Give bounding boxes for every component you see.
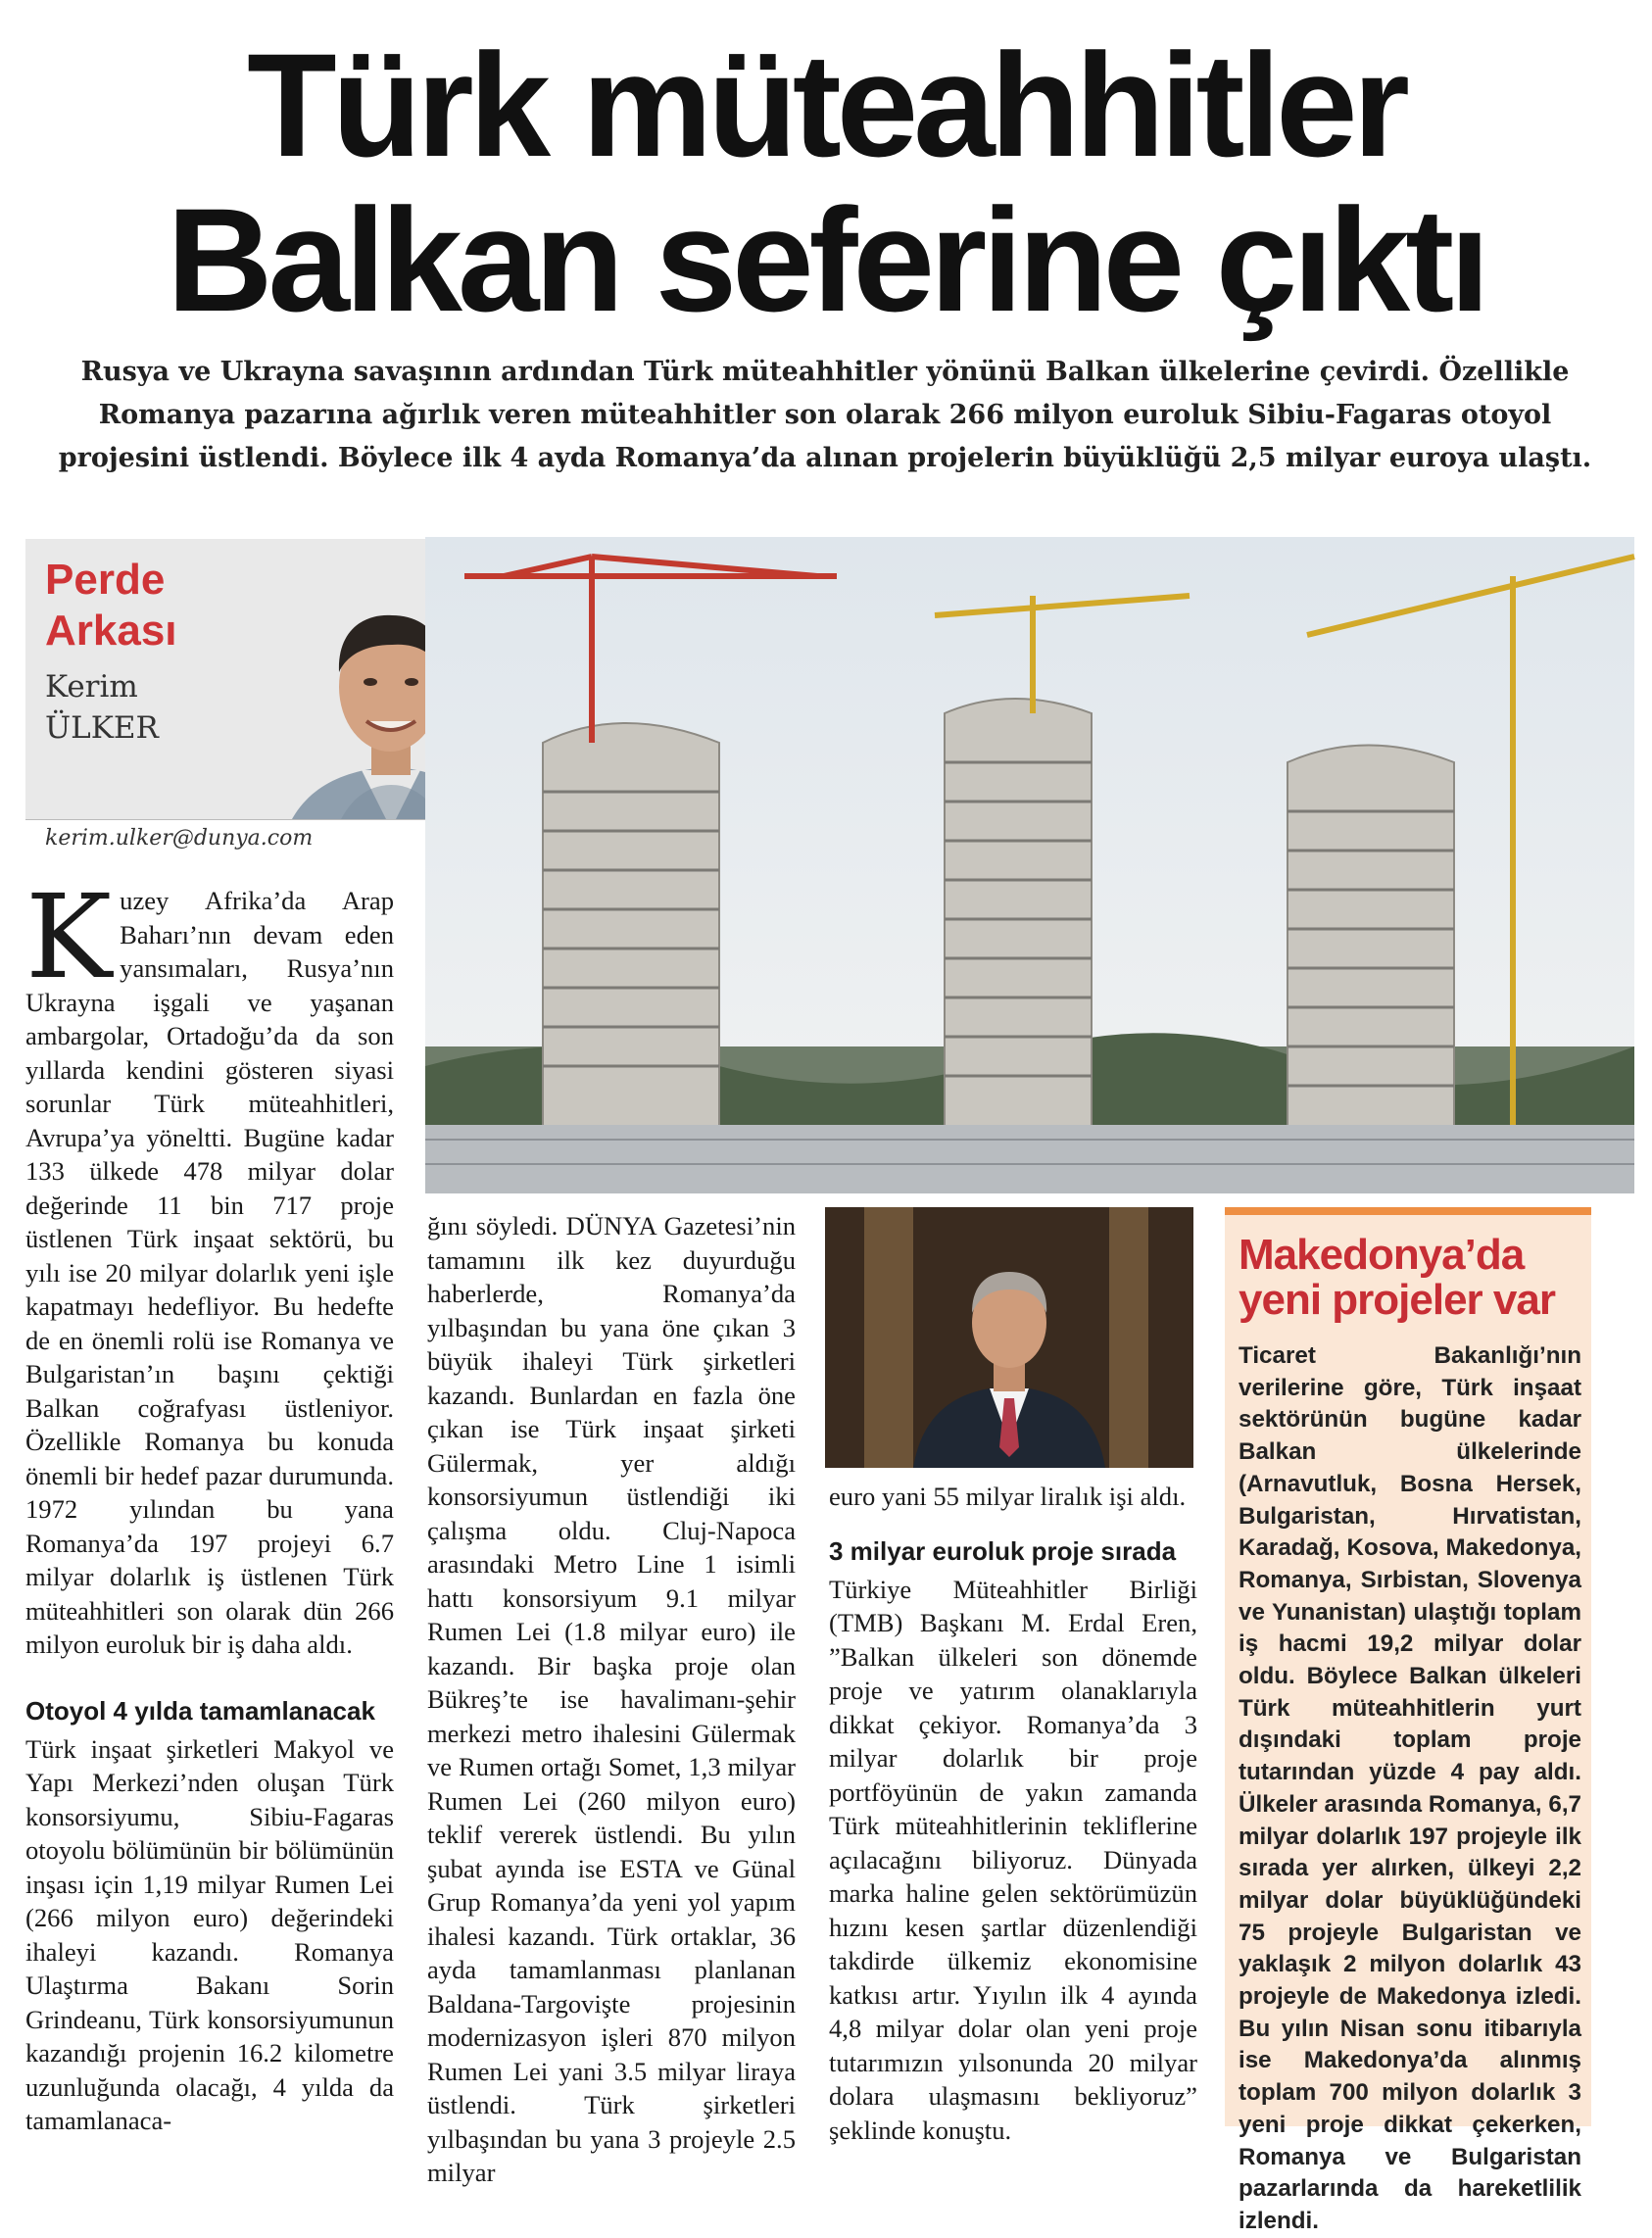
subheading-3-milyar: 3 milyar euroluk proje sırada <box>829 1535 1177 1566</box>
author-name <box>45 666 159 749</box>
sidebar-title: Makedonya’da yeni projeler var <box>1239 1231 1555 1324</box>
sidebar-text: Ticaret Bakanlığı’nın verilerine göre, Türk inşaat sektörünün bugüne kadar Balkan ülkelerinde (Arnavutluk, Bosna Hersek, Bulgaristan, Hırvatistan, Karadağ, Kosova, Makedonya, Romanya, Sırbistan, Slovenya ve Yunanistan) ulaştığı toplam iş hacmi 19,2 milyar dolar oldu. Böylece Balkan ülkeleri Türk müteahhitlerin yurt dışındaki toplam proje tutarından yüzde 4 pay aldı. Ülkeler arasında Romanya, 6,7 milyar dolarlık 197 projeyle ilk sırada yer alırken, ülkeyi 2,2 milyar dolar büyüklüğündeki 75 projeyle Bulgaristan ve yaklaşık 2 milyon dolarlık 43 projeyle de Makedonya izledi. Bu yılın Nisan sonu itibarıyla ise Makedonya’da alınmış toplam 700 milyon dolarlık 3 yeni proje dikkat çekerken, Romanya ve Bulgaristan pazarlarında da hareketlilik izlendi. <box>1239 1342 1581 2234</box>
author-email: kerim.ulker@dunya.com <box>25 819 508 862</box>
drop-cap: K <box>25 869 113 1004</box>
article-paragraph: ğını söyledi. DÜNYA Gazetesi’nin tamamını ilk kez duyurduğu haberlerde, Romanya’da yılbaşından bu yana öne çıkan 3 büyük ihaleyi Türk şirketleri kazandı. Bunlardan en fazla öne çıkan ise Türk inşaat şirketi Gülermak, yer aldığı konsorsiyumun üstlendiği iki çalışma oldu. Cluj-Napoca arasındaki Metro Line 1 isimli hattı konsorsiyum 9.1 milyar Rumen Lei (1.8 milyar euro) ile kazandı. Bir başka proje olan Bükreş’te ise havalimanı-şehir merkezi metro ihalesini Gülermak ve Rumen ortağı Somet, 1,3 milyar Rumen Lei (260 milyon euro) teklif vererek üstlendi. Bu yılın şubat ayında ise ESTA ve Günal Grup Romanya’da yeni yol yapım ihalesi kazandı. Türk ortaklar, 36 ayda tamamlanması planlanan Baldana-Targovişte projesinin modernizasyon işleri 870 milyon Rumen Lei yani 3.5 milyar liraya üstlendi. Türk şirketleri yılbaşından bu yana 3 projeyle 2.5 milyar <box>427 1211 796 2187</box>
column-label <box>45 555 177 657</box>
author-last-name: ÜLKER <box>45 710 159 746</box>
article-paragraph: Türk inşaat şirketleri Makyol ve Yapı Merkezi’nden oluşan Türk konsorsiyumu, Sibiu-Fagaras otoyolu bölümünün bir bölümünün inşası için 1,19 milyar Rumen Lei (266 milyon euro) değerindeki ihaleyi kazandı. Romanya Ulaştırma Bakanı Sorin Grindeanu, Türk konsorsiyumunun kazandığı projenin 16.2 kilometre uzunluğunda olacağı, 4 yılda da tamamlanaca- <box>25 1733 394 2135</box>
article-paragraph: Türkiye Müteahhitler Birliği (TMB) Başkanı M. Erdal Eren, ”Balkan ülkeleri son dönemde proje ve yatırım olanaklarıyla dikkat çekiyor. Romanya’da 3 milyar dolarlık bir proje portföyünün de yakın zamanda Türk müteahhitlerinin tekliflerine açılacağını biliyoruz. Dünyada marka haline gelen sektörümüzün hızını kesen şartlar düzenlendiği takdirde ülkemiz ekonomisine katkısı artır. Yıyılın ilk 4 ayında 4,8 milyar dolar olan yeni proje tutarımızın yılsonunda 20 milyar dolara ulaşmasını bekliyoruz” şeklinde konuştu. <box>829 1574 1197 2145</box>
article-column-1 <box>25 869 394 2138</box>
article-column-2 <box>427 1209 796 2190</box>
column-label-line-2: Arkası <box>45 607 177 655</box>
subheading-otoyol: Otoyol 4 yılda tamamlanacak <box>25 1695 375 1726</box>
article-column-3 <box>829 1480 1197 2147</box>
sidebar-box <box>1225 1207 1591 2234</box>
construction-photo <box>425 537 1634 1193</box>
headline-line-1: Türk müteahhitler <box>247 23 1405 187</box>
article-paragraph: euro yani 55 milyar liralık işi aldı. <box>829 1482 1187 1511</box>
column-label-line-1: Perde <box>45 556 166 604</box>
tmb-president-photo <box>825 1207 1193 1468</box>
article-paragraph: uzey Afrika’da Arap Baharı’nın devam eden yansımaları, Rusya’nın Ukrayna işgali ve yaşanan ambargolar, Ortadoğu’da da son yıllarda kendini gösteren siyasi sorunlar Türk müteahhitleri, Avrupa’ya yöneltti. Bugüne kadar 133 ülkede 478 milyar dolar değerinde 11 bin 717 proje üstlenen Türk inşaat sektörü, bu yılı ise 20 milyar dolarlık yeni işle kapatmayı hedefliyor. Bu hedefte de en önemli rolü ise Romanya ve Bulgaristan’ın başını çektiği Balkan coğrafyası üstleniyor. Özellikle Romanya bu konuda önemli bir hedef pazar durumunda. 1972 yılından bu yana Romanya’da 197 projeyi 6.7 milyar dolarlık iş üstlenen Türk müteahhitleri son olarak dün 266 milyon euroluk bir iş daha aldı. <box>25 886 394 1659</box>
headline-line-2: Balkan seferine çıktı <box>167 177 1485 342</box>
author-first-name: Kerim <box>45 669 138 705</box>
article-deck: Rusya ve Ukrayna savaşının ardından Türk müteahhitler yönünü Balkan ülkelerine çevirdi. Özellikle Romanya pazarına ağırlık veren müteahhitler son olarak 266 milyon euroluk Sibiu-Fagaras otoyol projesini üstlendi. Böylece ilk 4 ayda Romanya’da alınan projelerin büyüklüğü 2,5 milyar euroya ulaştı. <box>58 357 1592 473</box>
